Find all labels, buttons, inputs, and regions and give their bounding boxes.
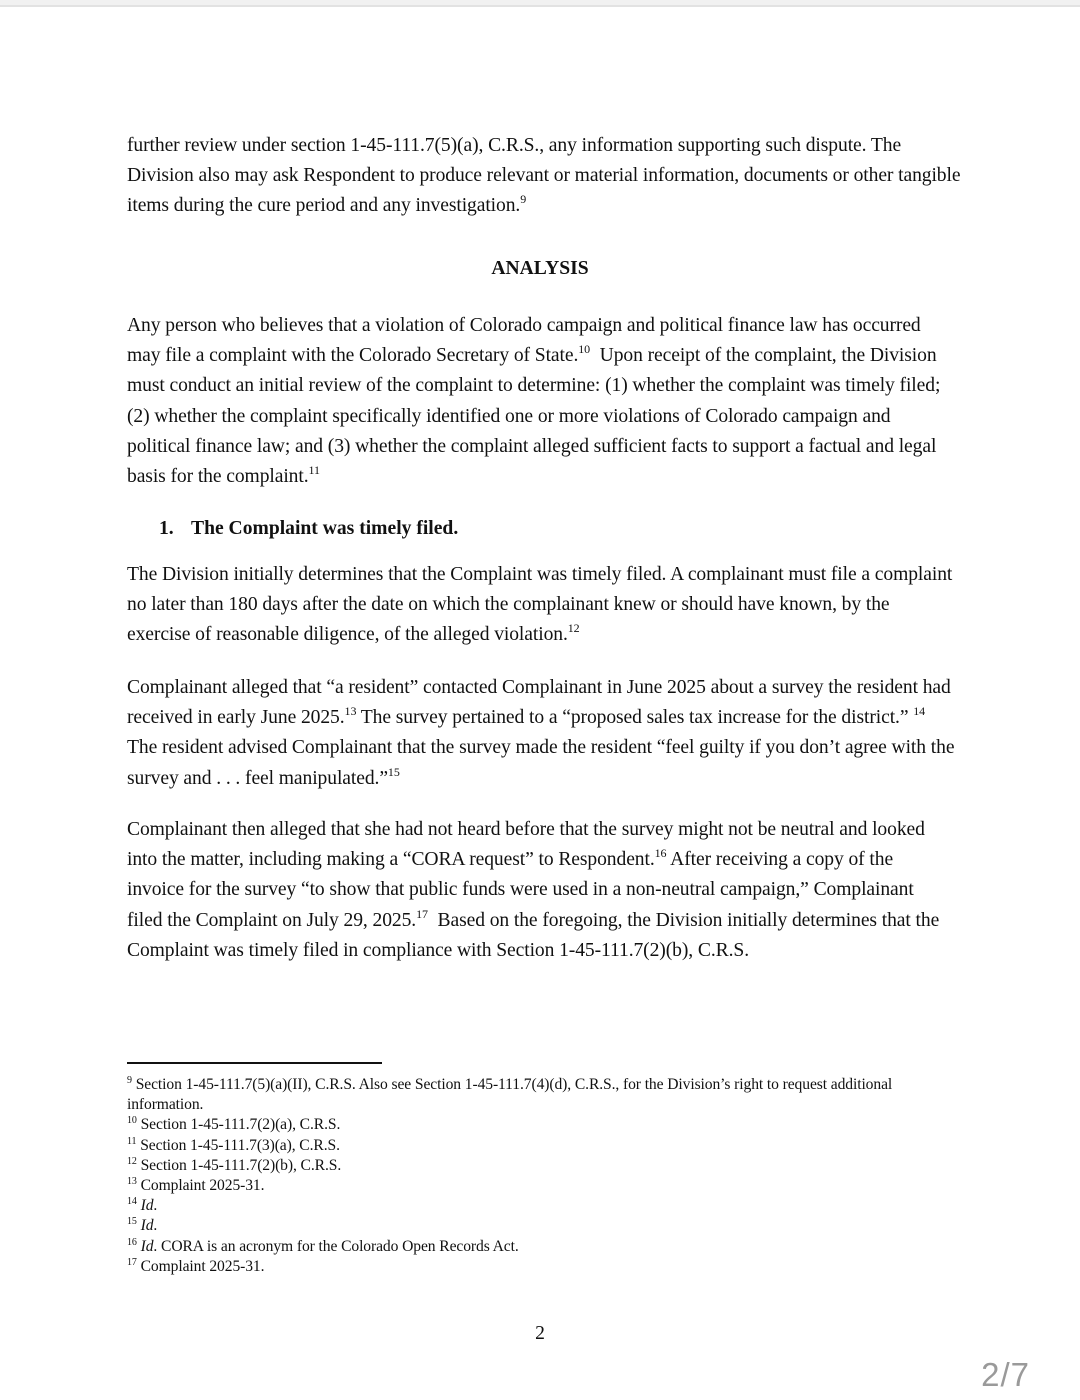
paragraph-text: further review under section 1-45-111.7(5)(a), C.R.S., any information supporting such dispute. The Division also may ask Respondent to produce relevant or material information, documents or other tangible items during the cure period and any investigation. — [127, 135, 961, 217]
footnote-ref[interactable]: 12 — [567, 621, 580, 636]
footnote-number: 12 — [127, 1155, 137, 1167]
footnote-item — [127, 1196, 957, 1216]
paragraph-text: The survey pertained to a “proposed sales tax increase for the district.” — [356, 707, 914, 729]
paragraph-text: The Division initially determines that the Complaint was timely filed. A complainant must file a complaint no later than 180 days after the date on which the complainant knew or should have known, by the exercise of reasonable diligence, of the alleged violation. — [127, 564, 953, 646]
section-heading-analysis: ANALYSIS — [491, 258, 589, 279]
footnote-item — [127, 1075, 957, 1115]
footnote-ref[interactable]: 14 — [913, 704, 926, 719]
footnote-italic: Id — [140, 1197, 154, 1215]
footnote-item — [127, 1156, 957, 1176]
footnote-text: Section 1-45-111.7(2)(a), C.R.S. — [136, 1116, 341, 1134]
footnote-item — [127, 1257, 957, 1277]
footnote-ref[interactable]: 16 — [654, 846, 667, 861]
viewer-top-bar — [0, 0, 1080, 7]
footnotes-list — [127, 1075, 957, 1277]
footnote-text: Section 1-45-111.7(5)(a)(II), C.R.S. Also see Section 1-45-111.7(4)(d), C.R.S., for the Division’s right to request additional information. — [127, 1076, 896, 1114]
footnote-item — [127, 1136, 957, 1156]
document-page — [0, 7, 1080, 1400]
footnote-text: . — [153, 1217, 158, 1235]
footnote-ref[interactable]: 9 — [520, 192, 527, 207]
subsection-heading — [159, 518, 458, 540]
footnote-number: 15 — [127, 1216, 137, 1228]
page-number: 2 — [535, 1323, 545, 1344]
paragraph-text: The resident advised Complainant that the survey made the resident “feel guilty if you don’t agree with the survey and . . . feel manipulated.” — [127, 707, 960, 789]
footnote-text: Section 1-45-111.7(3)(a), C.R.S. — [136, 1136, 340, 1154]
footnote-text: Complaint 2025-31. — [136, 1257, 265, 1275]
footnote-text: . — [153, 1197, 158, 1215]
paragraph-text: Based on the foregoing, the Division initially determines that the Complaint was timely filed in compliance with Section 1-45-111.7(2)(b), C.R.S. — [127, 909, 944, 961]
footnote-number: 14 — [127, 1196, 137, 1208]
footnote-number: 11 — [127, 1135, 137, 1147]
footnote-item — [127, 1216, 957, 1236]
footnote-ref[interactable]: 11 — [308, 463, 320, 478]
footnote-text: Section 1-45-111.7(2)(b), C.R.S. — [136, 1156, 342, 1174]
paragraph-text: Complainant alleged that “a resident” contacted Complainant in June 2025 about a survey the resident had received in early June 2025. — [127, 677, 951, 729]
footnote-ref[interactable]: 13 — [344, 704, 357, 719]
paragraph-timely — [127, 560, 957, 651]
footnote-separator — [127, 1062, 382, 1064]
footnote-number: 13 — [127, 1176, 137, 1188]
footnote-italic: Id — [140, 1237, 154, 1255]
paragraph-text: Upon receipt of the complaint, the Division must conduct an initial review of the complaint to determine: (1) whether the complaint was timely filed; (2) whether the complaint specifically identified one or more violations of Colorado campaign and political finance law; and (3) whether the complaint alleged sufficient facts to support a factual and legal basis for the complaint. — [127, 345, 946, 488]
paragraph-text: Any person who believes that a violation of Colorado campaign and political finance law has occurred may file a complaint with the Colorado Secretary of State. — [127, 315, 921, 367]
footnote-item — [127, 1176, 957, 1196]
subsection-number: 1. — [159, 518, 174, 539]
paragraph-resident — [127, 673, 959, 794]
footnote-item — [127, 1237, 957, 1257]
footnote-item — [127, 1115, 957, 1135]
footnote-text: Complaint 2025-31. — [136, 1177, 265, 1195]
paragraph-text: After receiving a copy of the invoice for the survey “to show that public funds were used in a non-neutral campaign,” Complainant filed the Complaint on July 29, 2025. — [127, 849, 919, 931]
page-indicator: 2/7 — [981, 1356, 1030, 1393]
footnote-number: 9 — [127, 1075, 132, 1086]
footnote-ref[interactable]: 10 — [578, 342, 591, 357]
footnote-ref[interactable]: 17 — [416, 906, 428, 921]
footnote-number: 17 — [127, 1256, 137, 1268]
footnote-number: 10 — [127, 1115, 137, 1127]
footnote-text: . CORA is an acronym for the Colorado Open Records Act. — [153, 1237, 519, 1255]
footnote-ref[interactable]: 15 — [387, 764, 400, 779]
paragraph-cora — [127, 815, 945, 966]
subsection-title: The Complaint was timely filed. — [191, 518, 459, 539]
footnote-number: 16 — [127, 1236, 137, 1248]
footnote-italic: Id — [140, 1217, 154, 1235]
paragraph-intro — [127, 131, 962, 222]
paragraph-analysis — [127, 311, 957, 492]
paragraph-text: Complainant then alleged that she had not heard before that the survey might not be neutral and looked into the matter, including making a “CORA request” to Respondent. — [127, 819, 925, 871]
